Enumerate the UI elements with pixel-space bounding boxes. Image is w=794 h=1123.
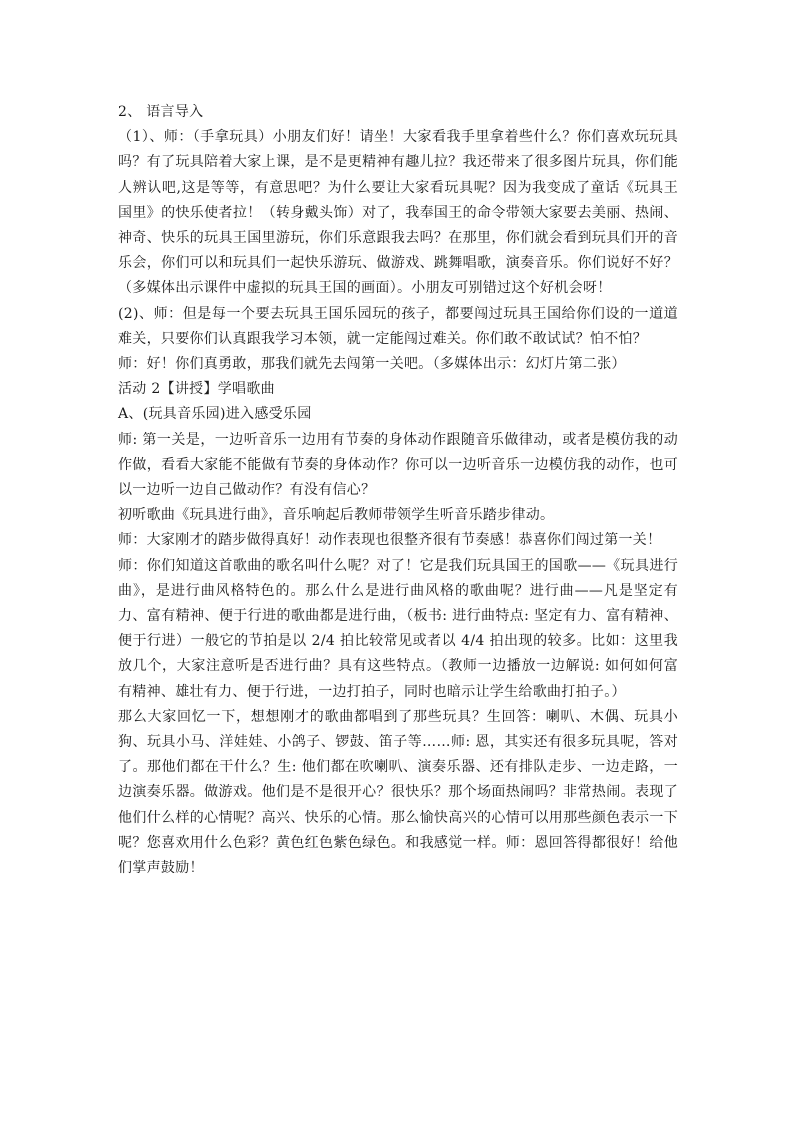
paragraph-recall-discussion: 那么大家回忆一下，想想刚才的歌曲都唱到了那些玩具？生回答：喇叭、木偶、玩具小狗、玩具小马、洋娃娃、小鸽子、锣鼓、笛子等……师: 恩，其实还有很多玩具呢，答对了。那他们都在干什么？生: 他们都在吹喇叭、演奏乐器、还有排队走步、一边走路，一边演奏乐器。做游戏。他们是不是很开心？很快乐？那个场面热闹吗？非常热闹。表现了他们什么样的心情呢？高兴、快乐的心情。那么愉快高兴的心情可以用那些颜色表示一下呢？您喜欢用什么色彩？黄色红色紫色绿色。和我感觉一样。师：恩回答得都很好！给他们掌声鼓励！ [118, 708, 678, 877]
paragraph-teacher-intro-2: (2)、师：但是每一个要去玩具王国乐园玩的孩子，都要闯过玩具王国给你们设的一道道难关，只要你们认真跟我学习本领，就一定能闯过难关。你们敢不敢试试？怕不怕？ [118, 305, 678, 347]
paragraph-praise: 师：大家刚才的踏步做得真好！动作表现也很整齐很有节奏感！恭喜你们闯过第一关！ [118, 532, 662, 549]
paragraph-first-challenge: 师：好！你们真勇敢，那我们就先去闯第一关吧。（多媒体出示：幻灯片第二张） [118, 356, 626, 373]
document-body [118, 100, 678, 881]
activity-heading: 活动 2【讲授】学唱歌曲 [118, 381, 275, 398]
paragraph-teacher-intro-1: （1）、师：（手拿玩具）小朋友们好！请坐！大家看我手里拿着些什么？你们喜欢玩玩具吗？有了玩具陪着大家上课，是不是更精神有趣儿拉？我还带来了很多图片玩具，你们能人辨认吧,这是等等，有意思吧？为什么要让大家看玩具呢？因为我变成了童话《玩具王国里》的快乐使者拉！（转身戴头饰）对了，我奉国王的命令带领大家要去美丽、热闹、神奇、快乐的玩具王国里游玩，你们乐意跟我去吗？在那里，你们就会看到玩具们开的音乐会，你们可以和玩具们一起快乐游玩、做游戏、跳舞唱歌，演奏音乐。你们说好不好？（多媒体出示课件中虚拟的玩具王国的画面）。小朋友可别错过这个好机会呀！ [118, 129, 678, 297]
subsection-heading-a: A、(玩具音乐园)进入感受乐园 [118, 406, 312, 423]
paragraph-first-listening: 初听歌曲《玩具进行曲》，音乐响起后教师带领学生听音乐踏步律动。 [118, 507, 555, 524]
paragraph-march-explanation: 师：你们知道这首歌曲的歌名叫什么呢？对了！它是我们玩具国王的国歌——《玩具进行曲》，是进行曲风格特色的。那么什么是进行曲风格的歌曲呢？进行曲——凡是坚定有力、富有精神、便于行进的歌曲都是进行曲，（板书: 进行曲特点: 坚定有力、富有精神、便于行进）一般它的节拍是以 2/4 拍比较常见或者以 4/4 拍出现的较多。比如：这里我放几个，大家注意听是否进行曲？具有这些特点。（教师一边播放一边解说: 如何如何富有精神、雄壮有力、便于行进，一边打拍子，同时也暗示让学生给歌曲打拍子。） [118, 557, 678, 700]
paragraph-rhythm-instructions: 师: 第一关是，一边听音乐一边用有节奏的身体动作跟随音乐做律动，或者是模仿我的动作做，看看大家能不能做有节奏的身体动作？你可以一边听音乐一边模仿我的动作，也可以一边听一边自己做动作？有没有信心？ [118, 431, 678, 499]
section-heading-language-intro: 2、 语言导入 [118, 104, 204, 120]
